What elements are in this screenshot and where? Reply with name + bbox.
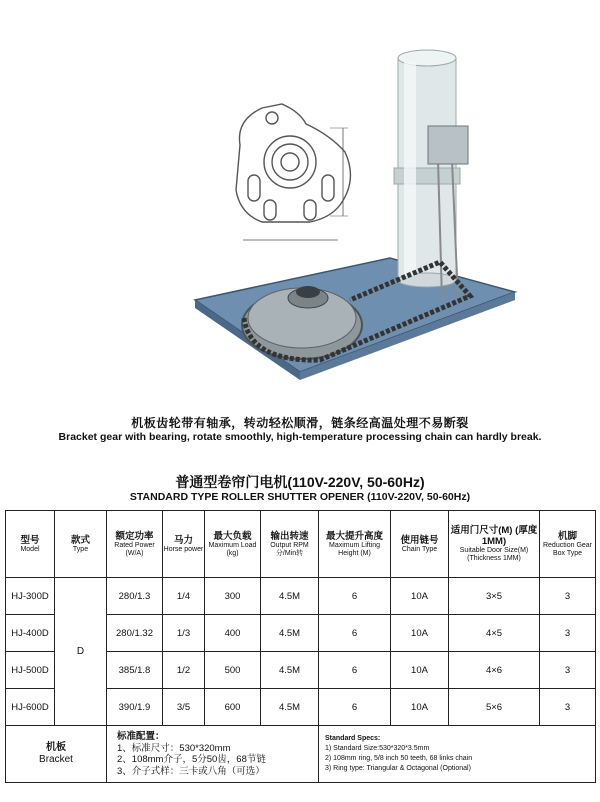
table-row [6, 578, 596, 615]
cell-model: HJ-500D [6, 652, 55, 689]
caption-chinese: 机板齿轮带有轴承，转动轻松顺滑，链条经高温处理不易断裂 [131, 416, 469, 430]
bracket-label: 机板 Bracket [6, 726, 107, 783]
cell-chain: 10A [391, 689, 449, 726]
cell-load: 500 [205, 652, 261, 689]
cell-gear: 3 [540, 652, 596, 689]
cell-lift: 6 [319, 689, 391, 726]
bracket-outline-drawing [236, 104, 350, 240]
standard-specs-english: Standard Specs: 1) Standard Size:530*320*3.5mm 2) 108mm ring, 5/8 inch 50 teeth, 68 links chain 3) Ring type: Triangular & Octagonal (Optional) [319, 726, 596, 783]
cell-door: 3×5 [449, 578, 540, 615]
cell-lift: 6 [319, 652, 391, 689]
cell-power: 280/1.3 [107, 578, 163, 615]
spec-title-english: STANDARD TYPE ROLLER SHUTTER OPENER (110V-220V, 50-60Hz) [129, 491, 471, 503]
cell-gear: 3 [540, 615, 596, 652]
cell-lift: 6 [319, 578, 391, 615]
cell-model: HJ-400D [6, 615, 55, 652]
header-gear-box: 机脚 Reduction Gear Box Type [540, 511, 596, 578]
cell-hp: 3/5 [163, 689, 205, 726]
cell-rpm: 4.5M [261, 689, 319, 726]
spec-title-chinese: 普通型卷帘门电机(110V-220V, 50-60Hz) [175, 474, 425, 490]
standard-specs-chinese: 标准配置： 1、标准尺寸：530*320mm 2、108mm介子，5分50齿，68节链 3、介子式样：三卡或八角（可选） [107, 726, 319, 783]
header-door-size: 适用门尺寸(M) (厚度 1MM) Suitable Door Size(M) (Thickness 1MM) [449, 511, 540, 578]
cell-rpm: 4.5M [261, 615, 319, 652]
cell-gear: 3 [540, 578, 596, 615]
cell-chain: 10A [391, 652, 449, 689]
cell-gear: 3 [540, 689, 596, 726]
cell-power: 390/1.9 [107, 689, 163, 726]
cell-model: HJ-300D [6, 578, 55, 615]
cell-load: 600 [205, 689, 261, 726]
header-model: 型号 Model [6, 511, 55, 578]
cell-hp: 1/2 [163, 652, 205, 689]
cell-door: 4×5 [449, 615, 540, 652]
cell-door: 4×6 [449, 652, 540, 689]
header-horse-power: 马力 Horse power [163, 511, 205, 578]
spec-table [5, 510, 596, 783]
cell-chain: 10A [391, 578, 449, 615]
header-max-lift: 最大提升高度 Maximum Lifting Height (M) [319, 511, 391, 578]
cell-lift: 6 [319, 615, 391, 652]
cell-power: 385/1.8 [107, 652, 163, 689]
header-output-rpm: 输出转速 Output RPM 分/Min转 [261, 511, 319, 578]
cell-hp: 1/4 [163, 578, 205, 615]
cell-chain: 10A [391, 615, 449, 652]
table-header-row [6, 511, 596, 578]
header-rated-power: 额定功率 Rated Power (W/A) [107, 511, 163, 578]
cell-model: HJ-600D [6, 689, 55, 726]
caption-english: Bracket gear with bearing, rotate smoothly, high-temperature processing chain can hardly break. [58, 431, 542, 443]
brake-box [428, 126, 468, 164]
motor-body [394, 50, 460, 287]
header-type: 款式 Type [55, 511, 107, 578]
cell-hp: 1/3 [163, 615, 205, 652]
cell-rpm: 4.5M [261, 652, 319, 689]
table-footer-row [6, 726, 596, 783]
cell-load: 300 [205, 578, 261, 615]
header-chain-type: 使用链号 Chain Type [391, 511, 449, 578]
cell-rpm: 4.5M [261, 578, 319, 615]
cell-type: D [55, 578, 107, 726]
cell-power: 280/1.32 [107, 615, 163, 652]
header-max-load: 最大负载 Maximum Load (kg) [205, 511, 261, 578]
cell-door: 5×6 [449, 689, 540, 726]
cell-load: 400 [205, 615, 261, 652]
